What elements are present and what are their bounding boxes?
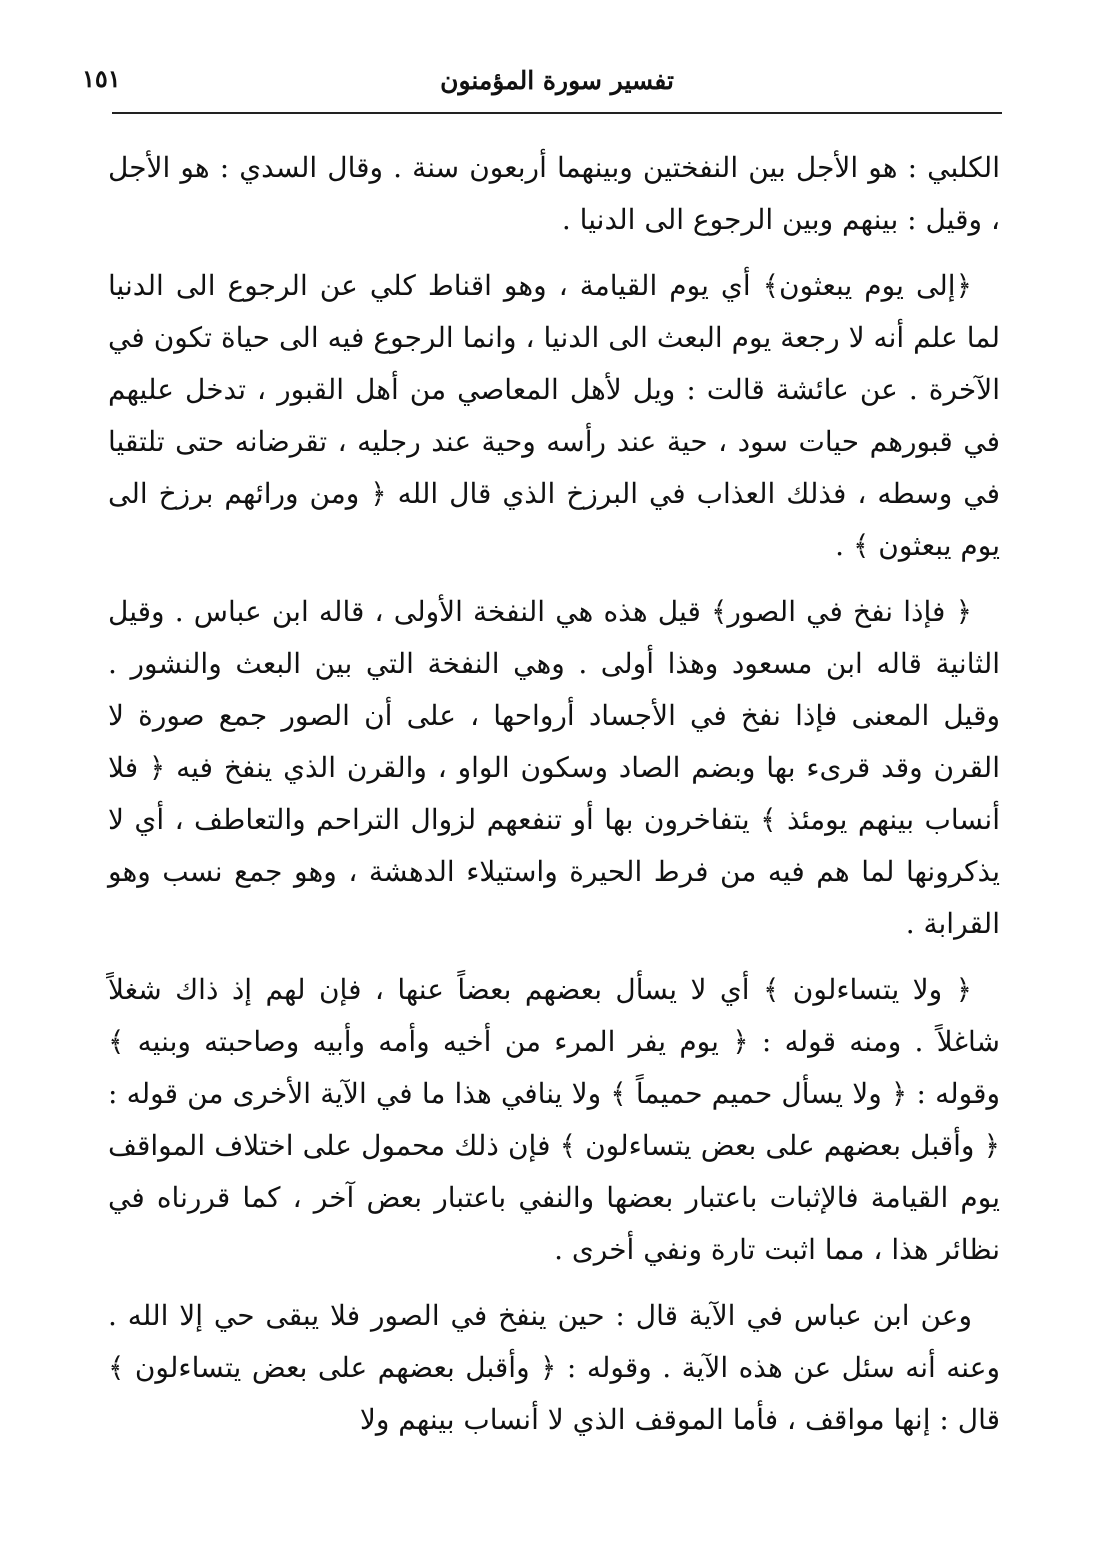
paragraph: وعن ابن عباس في الآية قال : حين ينفخ في الصور فلا يبقى حي إلا الله . وعنه أنه سئل عن هذه الآية . وقوله : ﴿ وأقبل بعضهم على بعض يتساءلون ﴾ قال : إنها مواقف ، فأما الموقف الذي لا أنساب بينهم ولا [108, 1299, 1000, 1436]
paragraph: ﴿إلى يوم يبعثون﴾ أي يوم القيامة ، وهو اقناط كلي عن الرجوع الى الدنيا لما علم أنه لا رجعة يوم البعث الى الدنيا ، وانما الرجوع فيه الى حياة تكون في الآخرة . عن عائشة قالت : ويل لأهل المعاصي من أهل القبور ، تدخل عليهم في قبورهم حيات سود ، حية عند رأسه وحية عند رجليه ، تقرضانه حتى تلتقيا في وسطه ، فذلك العذاب في البرزخ الذي قال الله ﴿ ومن ورائهم برزخ الى يوم يبعثون ﴾ . [108, 269, 1000, 562]
paragraph: ﴿ ولا يتساءلون ﴾ أي لا يسأل بعضهم بعضاً عنها ، فإن لهم إذ ذاك شغلاً شاغلاً . ومنه قوله : ﴿ يوم يفر المرء من أخيه وأمه وأبيه وصاحبته وبنيه ﴾ وقوله : ﴿ ولا يسأل حميم حميماً ﴾ ولا ينافي هذا ما في الآية الأخرى من قوله : ﴿ وأقبل بعضهم على بعض يتساءلون ﴾ فإن ذلك محمول على اختلاف المواقف يوم القيامة فالإثبات باعتبار بعضها والنفي باعتبار بعض آخر ، كما قررناه في نظائر هذا ، مما اثبت تارة ونفي أخرى . [108, 973, 1000, 1266]
header-rule [112, 112, 1002, 114]
page-body [108, 142, 1000, 1446]
paragraph: ﴿ فإذا نفخ في الصور﴾ قيل هذه هي النفخة الأولى ، قاله ابن عباس . وقيل الثانية قاله ابن مسعود وهذا أولى . وهي النفخة التي بين البعث والنشور . وقيل المعنى فإذا نفخ في الأجساد أرواحها ، على أن الصور جمع صورة لا القرن وقد قرىء بها وبضم الصاد وسكون الواو ، والقرن الذي ينفخ فيه ﴿ فلا أنساب بينهم يومئذ ﴾ يتفاخرون بها أو تنفعهم لزوال التراحم والتعاطف ، أي لا يذكرونها لما هم فيه من فرط الحيرة واستيلاء الدهشة ، وهو جمع نسب وهو القرابة . [108, 595, 1001, 940]
page-number: ١٥١ [82, 64, 121, 93]
paragraph: الكلبي : هو الأجل بين النفختين وبينهما أربعون سنة . وقال السدي : هو الأجل ، وقيل : بينهم وبين الرجوع الى الدنيا . [108, 151, 1000, 236]
page-header [82, 62, 1002, 114]
running-title: تفسير سورة المؤمنون [440, 66, 674, 95]
